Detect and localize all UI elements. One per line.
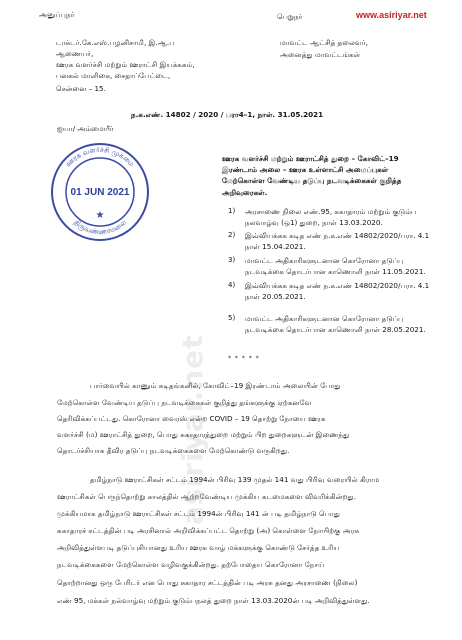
subject-line-1: ஊரக வளர்ச்சி மற்றும் ஊராட்சித் துறை – கோவிட்–19 (222, 154, 399, 163)
reference-3-number: 3) (228, 256, 236, 264)
reference-5-line-1: மாவட்ட அதிகாரிகளுடனான கொரோனா தடுப்பு (245, 314, 404, 323)
recipient-heading: பெறுநர் (277, 12, 303, 21)
reference-2-line-1: இவ்வியக்கக கடித எண் ந.க.எண் 14802/2020/பரா. 4.1 (245, 231, 430, 240)
sender-line-1: டாக்டர்.கே.எஸ்.பழனிசாமி, இ.ஆ.ப (56, 38, 175, 47)
subject-line-3: மேற்கொள்ள வேண்டிய தடுப்பு நடவடிக்கைகள் குறித்த (222, 176, 402, 185)
seal-date-text: 01 JUN 2021 (70, 187, 130, 198)
paragraph-2-line-5: அறிவித்துள்ளபடி தடுப்புசியானது உரிய ஊரக வாழ் மக்களுக்கு கொண்டு சேர்த்த உரிய (57, 543, 340, 552)
reference-2-number: 2) (228, 231, 236, 239)
reference-4-number: 4) (228, 281, 236, 289)
sender-line-5: சென்னை – 15. (56, 84, 106, 93)
reference-1-number: 1) (228, 207, 236, 215)
paragraph-1-line-2: மேற்கொள்ள வேண்டிய தடுப்பு நடவடிக்கைகள் குறித்து தங்களுக்கு ஏற்கனவே (57, 398, 312, 407)
paragraph-1-line-4: வளர்ச்சி (ம) ஊராட்சித் துறை, பொது சுகாதாரத்துறை மற்றும் பிற துறைகளுடன் இணைந்து (57, 430, 350, 439)
paragraph-2-line-2: ஊராட்சிகள் பெருந்தொற்று காலத்தில் ஆற்றவேண்டிய முக்கிய கடமைகளை விவரிக்கின்றது. (57, 492, 357, 501)
website-watermark-label: www.asiriyar.net (356, 10, 427, 20)
paragraph-2-line-7: தொற்றானது ஒரு பேரிடர் என பொது சுகாதார சட்டத்தின் படி அரசு தனது அரசாணை (நிலை) (57, 578, 358, 587)
reference-2-line-2: நாள் 15.04.2021. (245, 242, 306, 251)
subject-line-4: அறிவுரைகள். (222, 188, 268, 197)
salutation: ஐயா/ அம்மையீர் (57, 124, 114, 133)
paragraph-2-line-3: முக்கியமாக தமிழ்நாடு ஊராட்சிகள் சட்டம் 1994ன் பிரிவு 141 ன் படி தமிழ்நாடு பொது (57, 509, 340, 518)
sender-heading: அனுப்புநர் (39, 10, 75, 19)
subject-line-2: இரண்டாம் அலை – ஊரக உள்ளாட்சி அமைப்புகள் (222, 165, 389, 174)
section-separator: * * * * * (228, 355, 260, 362)
recipient-line-1: மாவட்ட ஆட்சித் தலைவர், (280, 38, 368, 47)
reference-1-line-2: நலவாழ்வு (ஒ1) துறை, நாள் 13.03.2020. (245, 218, 383, 227)
sender-line-3: ஊரக வளர்ச்சி மற்றும் ஊராட்சி இயக்ககம், (56, 60, 195, 69)
reference-5-line-2: நடவடிக்கை தொடர்பான காணொளி நாள் 28.05.2021. (245, 325, 426, 334)
reference-number-line: ந.க.எண். 14802 / 2020 / பரா4–1, நாள். 31.05.2021 (131, 110, 324, 119)
paragraph-1-line-3: தெரிவிக்கப்பட்டது. கொரோனா வைரஸ் என்ற COVID – 19 தொற்று நோயை ஊரக (57, 414, 326, 423)
paragraph-2-line-8: எண் 95, மக்கள் நல்வாழ்வு மற்றும் குடும்பநலத் துறை நாள் 13.03.2020ன் படி அறிவித்துள்ளது. (57, 596, 370, 605)
paragraph-2-line-6: நடவடிக்கைகளை மேற்கொள்ள வழிவகுக்கின்றது. தற்போதைய கொரோனா நோய் (57, 560, 325, 569)
seal-star-icon: ★ (95, 210, 105, 221)
reference-1-line-1: அரசாணை நிலை எண்.95, சுகாதாரம் மற்றும் குடும்ப (245, 207, 417, 216)
reference-5-number: 5) (228, 314, 236, 322)
seal-bottom-text: திருவண்ணாமலை (72, 218, 128, 237)
reference-4-line-2: நாள் 20.05.2021. (245, 292, 306, 301)
paragraph-1-line-1: பார்வையில் காணும் கடிதங்களில், கோவிட்–19 இரண்டாம் அலையின் போது (90, 381, 341, 390)
reference-3-line-1: மாவட்ட அதிகாரிகளுடனான கொரோனா தடுப்பு (245, 256, 404, 265)
seal-top-text: ஊரக வளர்ச்சி முகமை (64, 145, 136, 169)
paragraph-2-line-1: தமிழ்நாடு ஊராட்சிகள் சட்டம் 1994ன் பிரிவு 139 முதல் 141 வது பிரிவு வரையில் கிராம (90, 475, 380, 484)
page-watermark: asiriyar.net (176, 334, 209, 526)
office-seal (48, 140, 152, 244)
sender-line-2: ஆணையர், (56, 49, 94, 58)
reference-4-line-1: இவ்வியக்கக கடித எண் ந.க.எண் 14802/2020/பரா. 4.1 (245, 281, 430, 290)
paragraph-2-line-4: சுகாதாரச் சட்டத்தின் படி அரசினால் அறிவிக்கப்பட்ட தொற்று (அ) கொள்ளை நோயிற்கு அரசு (57, 526, 360, 535)
sender-line-4: பனகல் மாளிகை, சைதாப்பேட்டை, (56, 71, 171, 80)
reference-3-line-2: நடவடிக்கை தொடர்பான காணொளி நாள் 11.05.2021. (245, 267, 426, 276)
recipient-line-2: அனைத்து மாவட்டங்கள் (280, 50, 361, 59)
paragraph-1-line-5: தொடர்ச்சியாக தீவிர தடுப்பு நடவடிக்கைகளை மேற்கொண்டு வருகிறது. (57, 446, 290, 455)
